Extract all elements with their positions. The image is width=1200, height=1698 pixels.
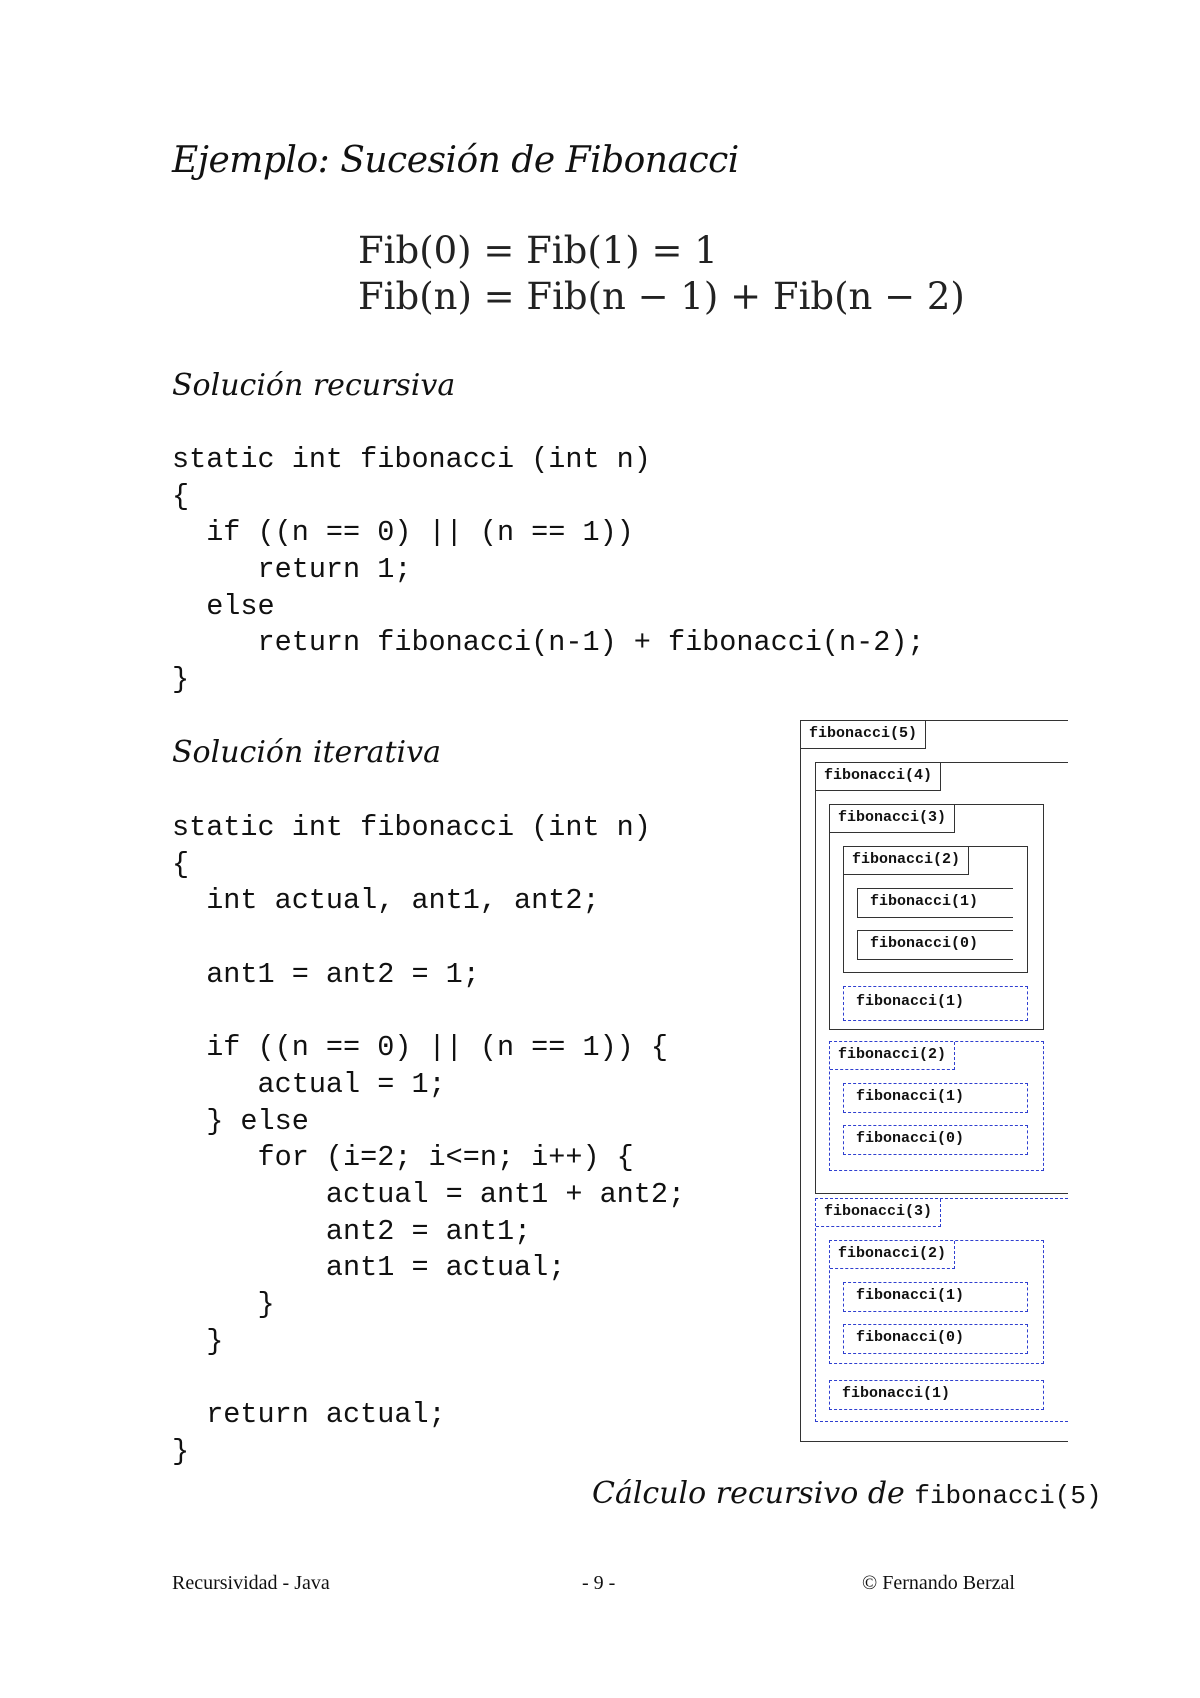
formula-line-recurrence: Fib(n) = Fib(n − 1) + Fib(n − 2)	[358, 275, 965, 318]
page-title: Ejemplo: Sucesión de Fibonacci	[172, 140, 739, 181]
call-box-f4-f3-f1	[843, 986, 1028, 1021]
code-block-iterative	[172, 810, 685, 1470]
code-line: return fibonacci(n-1) + fibonacci(n-2);	[172, 626, 925, 660]
call-box-f4-f3-f2-f1	[857, 888, 1013, 918]
code-block-recursive	[172, 442, 925, 699]
code-line: static int fibonacci (int n)	[172, 443, 651, 476]
code-line: if ((n == 0) || (n == 1))	[172, 516, 634, 550]
code-line	[172, 920, 685, 957]
call-box-f3-f2-f1	[843, 1282, 1028, 1312]
call-label: fibonacci(1)	[842, 1385, 951, 1402]
code-line: ant1 = ant2 = 1;	[172, 957, 480, 991]
call-label: fibonacci(1)	[856, 1287, 965, 1304]
call-box-f4-f3-f2-f0	[857, 930, 1013, 960]
code-line: {	[172, 479, 190, 513]
code-line	[172, 993, 685, 1030]
code-line: if ((n == 0) || (n == 1)) {	[172, 1031, 668, 1065]
call-label: fibonacci(1)	[856, 1088, 965, 1105]
call-label: fibonacci(2)	[844, 847, 969, 875]
code-line: else	[172, 589, 275, 623]
footer-left: Recursividad - Java	[172, 1572, 330, 1594]
call-box-f3-f1	[829, 1380, 1044, 1410]
code-line: int actual, ant1, ant2;	[172, 884, 600, 918]
call-label: fibonacci(1)	[870, 893, 979, 910]
code-line: static int fibonacci (int n)	[172, 811, 651, 844]
call-label: fibonacci(3)	[816, 1199, 941, 1227]
code-line: actual = 1;	[172, 1067, 446, 1101]
call-box-f4-f2-f0	[843, 1125, 1028, 1155]
code-line: } else	[172, 1104, 309, 1138]
fibonacci-formula	[358, 228, 965, 320]
code-line: {	[172, 847, 190, 881]
call-box-f3-f2-f0	[843, 1324, 1028, 1354]
call-label: fibonacci(0)	[870, 935, 979, 952]
code-line: }	[172, 1324, 224, 1358]
recursion-diagram	[800, 720, 1068, 1442]
call-label: fibonacci(1)	[856, 993, 965, 1010]
code-line: return 1;	[172, 553, 412, 587]
code-line: ant2 = ant1;	[172, 1214, 532, 1248]
code-line: for (i=2; i<=n; i++) {	[172, 1141, 634, 1175]
code-line: actual = ant1 + ant2;	[172, 1177, 686, 1211]
code-line	[172, 1360, 685, 1397]
call-label: fibonacci(5)	[801, 721, 926, 749]
caption-text: Cálculo recursivo de	[592, 1476, 915, 1511]
footer-page-number: - 9 -	[582, 1572, 616, 1594]
caption-code: fibonacci(5)	[914, 1481, 1102, 1511]
formula-line-base-case: Fib(0) = Fib(1) = 1	[358, 229, 718, 272]
code-line: return actual;	[172, 1398, 446, 1431]
call-box-f4-f2-f1	[843, 1083, 1028, 1113]
code-line: }	[172, 1287, 275, 1321]
code-line: }	[172, 1434, 190, 1468]
code-line: ant1 = actual;	[172, 1251, 566, 1285]
call-label: fibonacci(2)	[830, 1042, 955, 1070]
section-heading-iterative: Solución iterativa	[172, 735, 441, 770]
diagram-caption	[592, 1476, 1102, 1511]
call-label: fibonacci(0)	[856, 1329, 965, 1346]
call-label: fibonacci(4)	[816, 763, 941, 791]
call-label: fibonacci(2)	[830, 1241, 955, 1269]
footer-right: © Fernando Berzal	[862, 1572, 1015, 1594]
call-label: fibonacci(3)	[830, 805, 955, 833]
code-line: }	[172, 663, 190, 697]
section-heading-recursive: Solución recursiva	[172, 368, 456, 403]
call-label: fibonacci(0)	[856, 1130, 965, 1147]
